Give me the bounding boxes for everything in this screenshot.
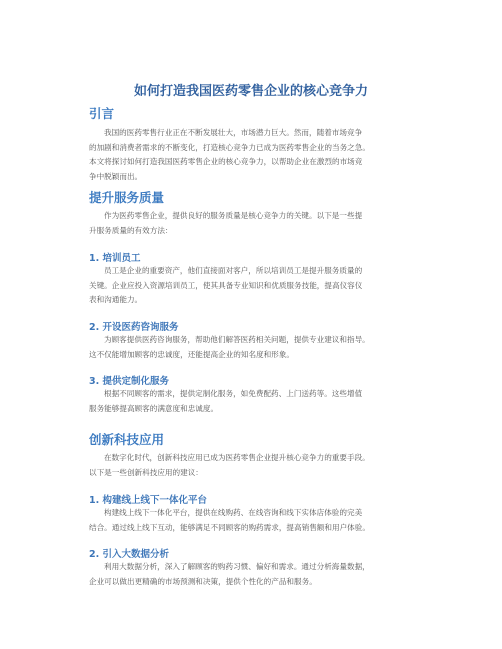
paragraph-line: 这不仅能增加顾客的忠诚度，还能提高企业的知名度和形象。: [89, 349, 295, 359]
paragraph-line: 企业可以做出更精确的市场预测和决策，提供个性化的产品和服务。: [89, 576, 317, 586]
paragraph-line: 的加剧和消费者需求的不断变化，打造核心竞争力已成为医药零售企业的当务之急。: [89, 142, 370, 152]
subsection-heading-omnichannel: 1. 构建线上线下一体化平台: [89, 495, 208, 506]
paragraph-line: 表和沟通能力。: [89, 295, 143, 305]
paragraph-line: 作为医药零售企业，提供良好的服务质量是核心竞争力的关键。以下是一些提: [104, 211, 363, 220]
subsection-heading-custom-service: 3. 提供定制化服务: [89, 376, 170, 387]
paragraph-line: 根据不同顾客的需求，提供定制化服务，如免费配药、上门送药等。这些增值: [104, 389, 363, 398]
paragraph-line: 争中脱颖而出。: [89, 171, 143, 181]
paragraph-line: 构建线上线下一体化平台，提供在线购药、在线咨询和线下实体店体验的完美: [104, 508, 363, 517]
paragraph-line: 我国的医药零售行业正在不断发展壮大，市场潜力巨大。然而，随着市场竞争: [104, 128, 363, 137]
section-heading-service-quality: 提升服务质量: [89, 190, 165, 205]
paragraph-line: 结合。通过线上线下互动，能够满足不同顾客的购药需求，提高销售额和用户体验。: [89, 522, 370, 532]
paragraph-line: 关键。企业应投入资源培训员工，使其具备专业知识和优质服务技能，提高仪容仪: [89, 280, 363, 290]
section-heading-intro: 引言: [89, 106, 115, 121]
big-data-paragraph: [89, 560, 434, 589]
consulting-paragraph: [89, 333, 434, 362]
paragraph-line: 为顾客提供医药咨询服务，帮助他们解答医药相关问题，提供专业建议和指导。: [104, 335, 370, 344]
tech-innovation-paragraph: [89, 451, 434, 480]
service-quality-paragraph: [89, 209, 434, 238]
paragraph-line: 服务能够提高顾客的满意度和忠诚度。: [89, 403, 219, 413]
paragraph-line: 以下是一些创新科技应用的建议：: [89, 467, 203, 477]
omnichannel-paragraph: [89, 506, 434, 535]
paragraph-line: 员工是企业的重要资产，他们直接面对客户，所以培训员工是提升服务质量的: [104, 266, 363, 275]
paragraph-line: 利用大数据分析，深入了解顾客的购药习惯、偏好和需求。通过分析海量数据，: [104, 562, 370, 571]
paragraph-line: 升服务质量的有效方法：: [89, 225, 173, 235]
intro-paragraph: [89, 126, 434, 184]
subsection-heading-train-staff: 1. 培训员工: [89, 253, 141, 264]
subsection-heading-consulting: 2. 开设医药咨询服务: [89, 322, 179, 333]
custom-service-paragraph: [89, 387, 434, 416]
paragraph-line: 本文将探讨如何打造我国医药零售企业的核心竞争力，以帮助企业在激烈的市场竞: [89, 157, 363, 167]
subsection-heading-big-data: 2. 引入大数据分析: [89, 549, 170, 560]
paragraph-line: 在数字化时代，创新科技应用已成为医药零售企业提升核心竞争力的重要手段。: [104, 453, 370, 462]
document-title: 如何打造我国医药零售企业的核心竞争力: [133, 84, 368, 99]
section-heading-tech-innovation: 创新科技应用: [89, 432, 165, 447]
train-staff-paragraph: [89, 264, 434, 308]
